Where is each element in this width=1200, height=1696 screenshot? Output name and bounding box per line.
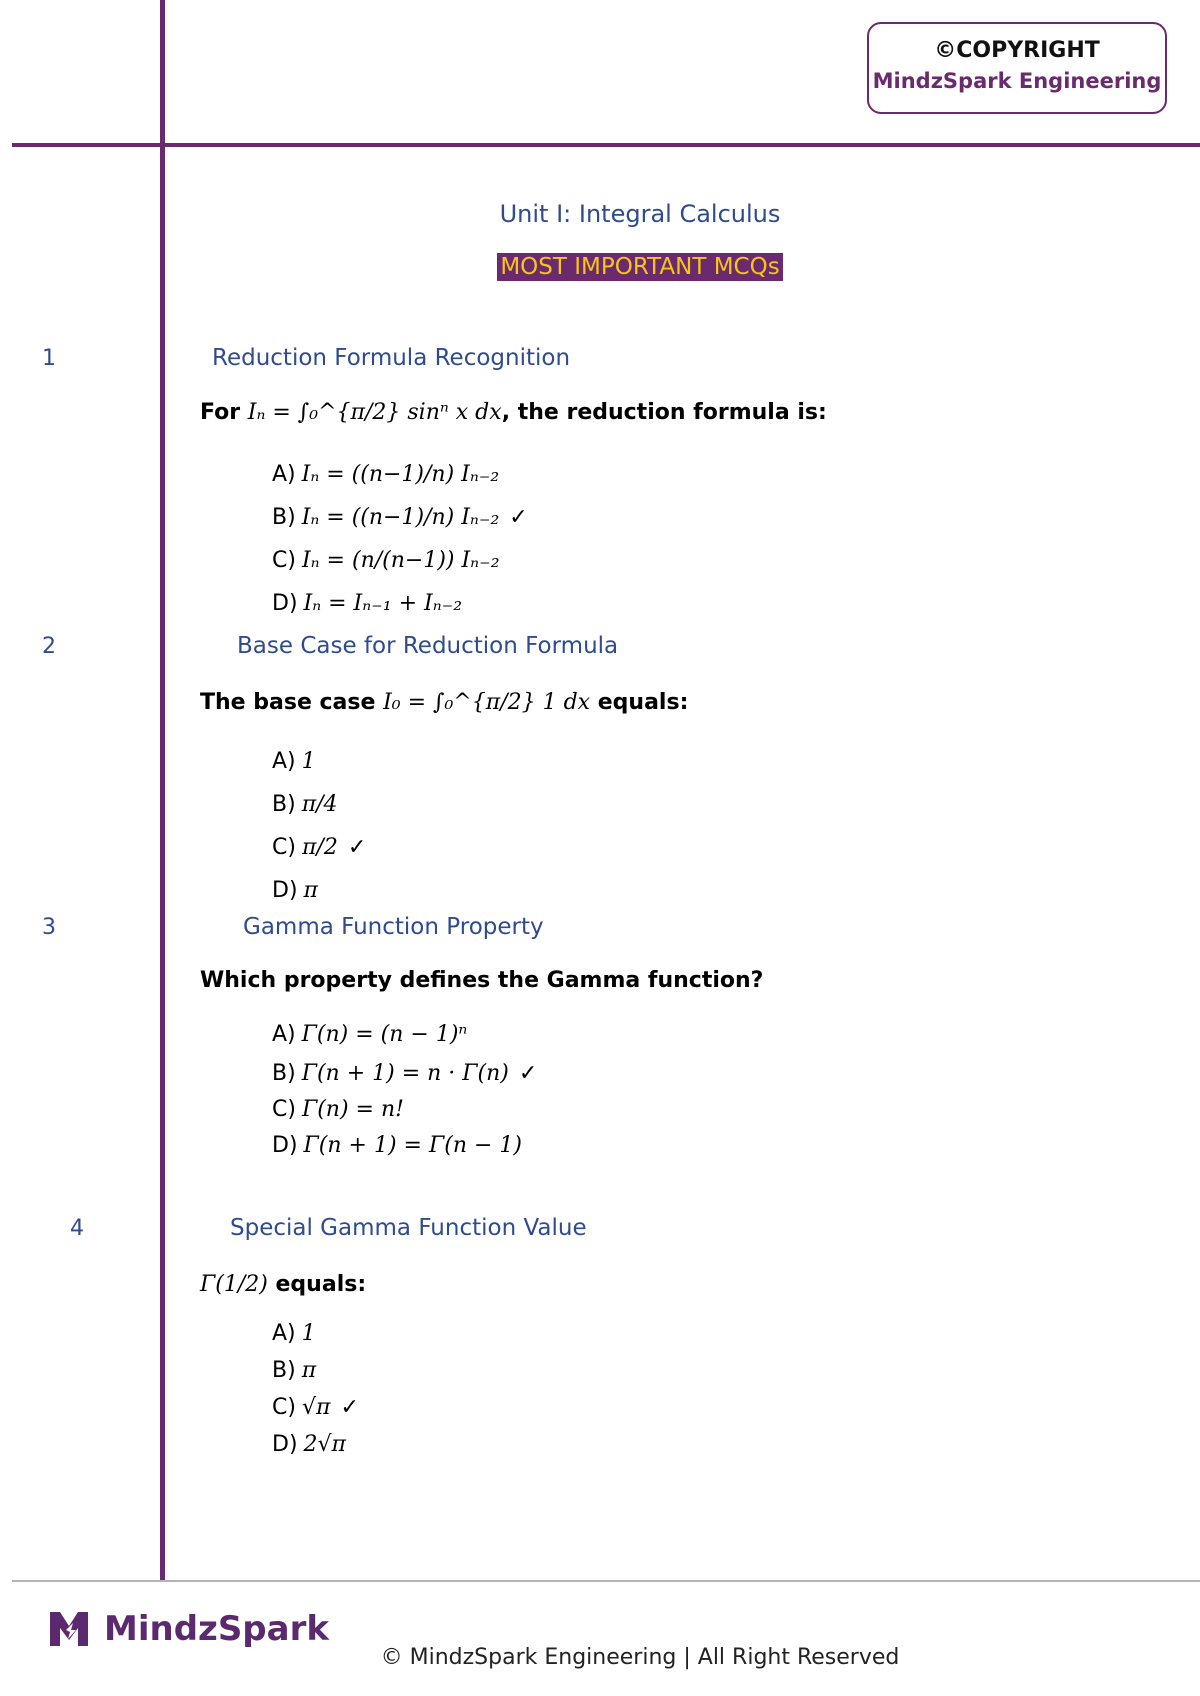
option-expression: Iₙ = ((n−1)/n) Iₙ₋₂ xyxy=(301,505,500,530)
option-b[interactable] xyxy=(272,1352,359,1389)
option-letter: D) xyxy=(272,878,298,903)
option-b[interactable] xyxy=(272,1056,537,1092)
unit-title: Unit I: Integral Calculus xyxy=(499,200,781,228)
option-letter: B) xyxy=(272,1061,296,1086)
options-list xyxy=(272,453,528,625)
question-text xyxy=(200,968,763,993)
question-heading: Reduction Formula Recognition xyxy=(212,345,571,371)
question-text-suffix: equals: xyxy=(275,1272,367,1297)
option-d[interactable] xyxy=(272,582,528,625)
footer-copyright: © MindzSpark Engineering | All Right Reserved xyxy=(380,1645,900,1670)
option-expression: 1 xyxy=(301,1321,316,1346)
option-letter: A) xyxy=(272,749,296,774)
option-letter: C) xyxy=(272,835,296,860)
question-heading: Gamma Function Property xyxy=(243,914,544,940)
question-number: 2 xyxy=(42,634,56,659)
check-icon: ✓ xyxy=(347,835,367,860)
option-expression: π xyxy=(303,878,318,903)
question-number: 4 xyxy=(70,1216,84,1241)
question-text xyxy=(200,400,827,425)
question-heading: Base Case for Reduction Formula xyxy=(237,633,619,659)
footer-rule xyxy=(12,1580,1200,1582)
check-icon: ✓ xyxy=(509,505,528,530)
question-text-prefix: The base case xyxy=(200,690,376,715)
option-d[interactable] xyxy=(272,1128,537,1164)
options-list xyxy=(272,740,366,912)
option-a[interactable] xyxy=(272,1013,537,1056)
check-icon: ✓ xyxy=(340,1395,359,1420)
question-heading: Special Gamma Function Value xyxy=(230,1215,587,1241)
option-expression: Γ(n + 1) = Γ(n − 1) xyxy=(303,1133,522,1158)
option-d[interactable] xyxy=(272,1426,359,1463)
option-letter: A) xyxy=(272,1321,296,1346)
option-letter: D) xyxy=(272,1133,298,1158)
option-expression: π xyxy=(301,1358,317,1383)
copyright-owner: MindzSpark Engineering xyxy=(872,69,1162,93)
option-d[interactable] xyxy=(272,869,366,912)
option-a[interactable] xyxy=(272,453,528,496)
option-expression: Γ(n + 1) = n · Γ(n) xyxy=(301,1061,509,1086)
options-list xyxy=(272,1013,537,1164)
option-expression: √π xyxy=(301,1395,331,1420)
option-c[interactable] xyxy=(272,539,528,582)
option-c[interactable] xyxy=(272,1092,537,1128)
option-letter: D) xyxy=(272,1432,298,1457)
left-margin-rule xyxy=(160,0,165,1580)
option-letter: D) xyxy=(272,591,298,616)
question-text xyxy=(200,690,688,715)
option-c[interactable] xyxy=(272,826,366,869)
option-expression: π/4 xyxy=(301,792,338,817)
question-math: Iₙ = ∫₀^{π/2} sinⁿ x dx xyxy=(247,400,502,425)
question-text-suffix: equals: xyxy=(597,690,689,715)
important-banner: MOST IMPORTANT MCQs xyxy=(497,253,782,281)
option-c[interactable] xyxy=(272,1389,359,1426)
option-expression: π/2 xyxy=(301,835,338,860)
question-text-prefix: Which property defines the Gamma function? xyxy=(200,968,764,993)
question-text xyxy=(200,1272,366,1297)
question-text-suffix: , the reduction formula is: xyxy=(501,400,827,425)
option-letter: C) xyxy=(272,1097,296,1122)
footer-brand: MindzSpark xyxy=(104,1609,329,1649)
option-a[interactable] xyxy=(272,1315,359,1352)
option-expression: Γ(n) = (n − 1)ⁿ xyxy=(301,1022,468,1047)
option-letter: B) xyxy=(272,505,296,530)
option-letter: A) xyxy=(272,1022,296,1047)
option-expression: Iₙ = (n/(n−1)) Iₙ₋₂ xyxy=(301,548,500,573)
option-letter: C) xyxy=(272,1395,296,1420)
check-icon: ✓ xyxy=(518,1061,538,1086)
option-letter: A) xyxy=(272,462,296,487)
question-number: 1 xyxy=(42,346,56,371)
option-expression: Γ(n) = n! xyxy=(301,1097,404,1122)
question-math: Γ(1/2) xyxy=(200,1272,268,1297)
copyright-label: ©COPYRIGHT xyxy=(934,38,1100,63)
question-text-prefix: For xyxy=(200,400,241,425)
copyright-box xyxy=(867,22,1167,114)
options-list xyxy=(272,1315,359,1463)
option-b[interactable] xyxy=(272,496,528,539)
option-expression: 1 xyxy=(301,749,316,774)
option-expression: 2√π xyxy=(303,1432,347,1457)
question-number: 3 xyxy=(42,915,56,940)
question-math: I₀ = ∫₀^{π/2} 1 dx xyxy=(383,690,591,715)
option-a[interactable] xyxy=(272,740,366,783)
option-expression: Iₙ = ((n−1)/n) Iₙ₋₂ xyxy=(301,462,500,487)
option-letter: C) xyxy=(272,548,296,573)
header-rule xyxy=(12,143,1200,147)
option-expression: Iₙ = Iₙ₋₁ + Iₙ₋₂ xyxy=(303,591,463,616)
option-b[interactable] xyxy=(272,783,366,826)
option-letter: B) xyxy=(272,1358,296,1383)
banner-wrap xyxy=(0,253,1200,281)
option-letter: B) xyxy=(272,792,296,817)
